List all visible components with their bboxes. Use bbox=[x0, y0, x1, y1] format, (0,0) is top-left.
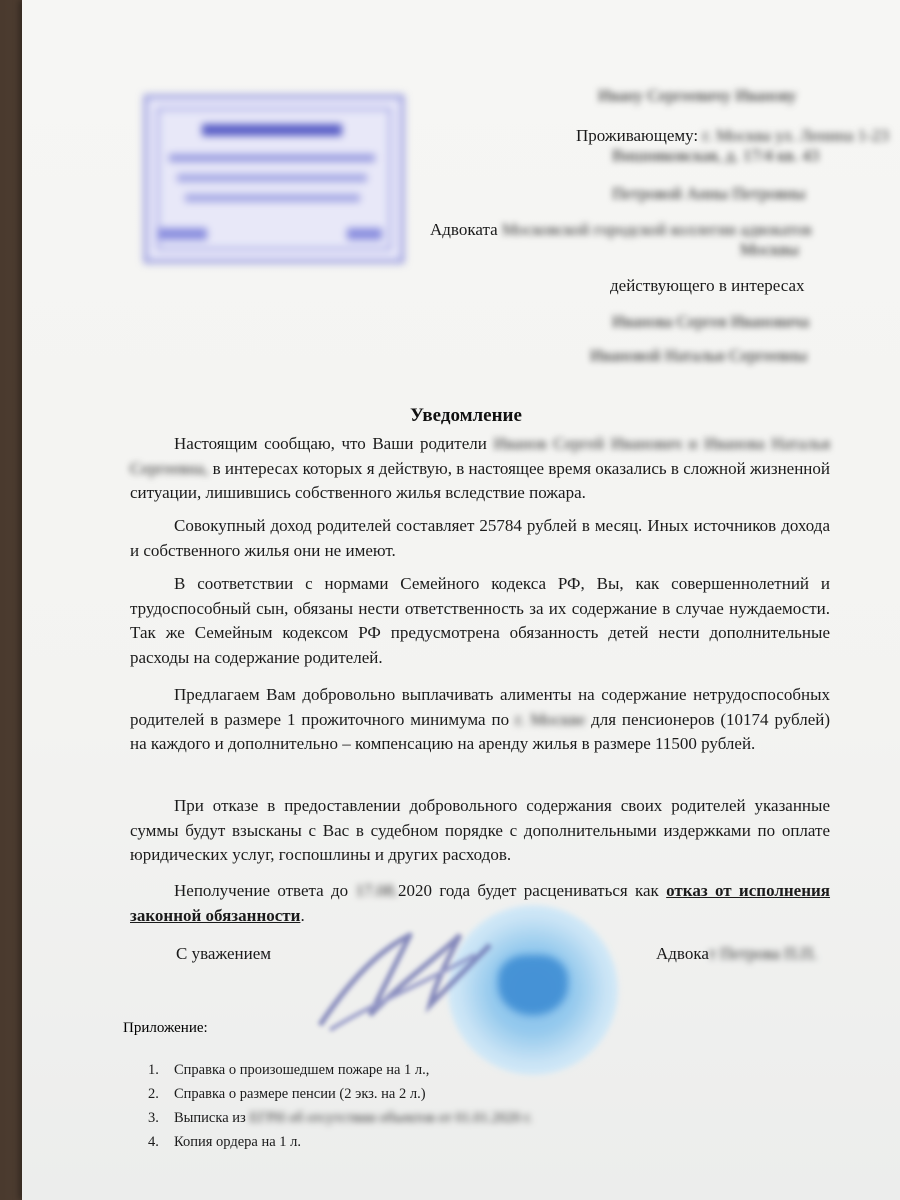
acting-label: действующего в интересах bbox=[610, 276, 805, 295]
address-line-2: Вишняковская, д. 17/4 кв. 43 bbox=[612, 146, 820, 165]
handwritten-signature bbox=[300, 905, 560, 1045]
residing-value: г. Москва ул. Ленина 1-23 bbox=[702, 126, 889, 145]
p6-middle: 2020 года будет расцениваться как bbox=[398, 881, 659, 900]
signer-prefix: Адвока bbox=[656, 944, 709, 963]
p1-end: в интересах которых я действую, в настоящее время оказались в сложной жизненной ситуации, лишившись собственного жилья вследствие пожара. bbox=[130, 458, 831, 502]
p1-parents-blurred: Иванов Сергей Иванович и Иванова Наталья Сергеевна, bbox=[130, 434, 831, 478]
p1-start: Настоящим сообщаю, что Ваши родители bbox=[174, 434, 487, 453]
attachments-label: Приложение: bbox=[123, 1020, 208, 1036]
parent-2-name: Ивановой Натальи Сергеевны bbox=[590, 346, 808, 365]
p6-date-blurred: 17.08. bbox=[355, 881, 399, 900]
corner-stamp bbox=[144, 95, 404, 263]
paragraph-3 bbox=[130, 572, 830, 670]
p5-text: При отказе в предоставлении добровольного содержания своих родителей указанные суммы будут взысканы с Вас в судебном порядке с дополнительными издержками по оплате юридических услуг, госпошлины и других расходов. bbox=[130, 796, 830, 864]
attachment-3-blurred: ЕГРН об отсутствии объектов от 01.01.2020 г. bbox=[249, 1110, 533, 1126]
advocate-prefix: Адвоката bbox=[430, 220, 498, 239]
parent-1-name: Иванова Сергея Ивановича bbox=[612, 312, 810, 331]
list-item: 4. Копия ордера на 1 л. bbox=[148, 1134, 302, 1150]
paragraph-5 bbox=[130, 794, 830, 868]
addressee-name: Ивану Сергеевичу Иванову bbox=[598, 86, 797, 105]
signer-name-blurred: т Петрова П.П. bbox=[708, 944, 818, 963]
advocate-tail: Москвы bbox=[740, 240, 799, 259]
p6-start: Неполучение ответа до bbox=[174, 881, 349, 900]
p4-end: для пенсионеров (10174 рублей) на каждого и дополнительно – компенсацию на аренду жилья в размере 11500 рублей. bbox=[130, 709, 831, 753]
regards-text: С уважением bbox=[176, 944, 272, 963]
p3-text: В соответствии с нормами Семейного кодекса РФ, Вы, как совершеннолетний и трудоспособный сын, обязаны нести ответственность за их содержание в случае нуждаемости. Так же Семейным кодексом РФ предусмотрена обязанность детей нести дополнительные расходы на содержание родителей. bbox=[130, 574, 830, 667]
paragraph-1 bbox=[130, 432, 830, 506]
list-item: 1. Справка о произошедшем пожаре на 1 л., bbox=[148, 1062, 430, 1078]
p6-end: . bbox=[300, 905, 305, 925]
residing-label: Проживающему: bbox=[576, 126, 699, 145]
p4-start: Предлагаем Вам добровольно выплачивать алименты на содержание нетрудоспособных родителей в размере 1 прожиточного минимума по bbox=[130, 685, 830, 729]
paragraph-2 bbox=[130, 514, 830, 563]
paragraph-4 bbox=[130, 683, 830, 757]
advocate-org: Московской городской коллегии адвокатов bbox=[501, 220, 812, 239]
signer-line bbox=[656, 942, 817, 966]
p6-underlined: отказ от исполнения законной обязанности bbox=[130, 881, 831, 925]
list-item: 2. Справка о размере пенсии (2 экз. на 2 л.) bbox=[148, 1086, 426, 1102]
sender-name: Петровой Анны Петровны bbox=[612, 184, 806, 203]
list-item: 3. Выписка из ЕГРН об отсутствии объектов от 01.01.2020 г. bbox=[148, 1110, 533, 1126]
attachments-list bbox=[148, 1058, 532, 1154]
document-title: Уведомление bbox=[410, 405, 522, 426]
p2-text: Совокупный доход родителей составляет 25784 рублей в месяц. Иных источников дохода и собственного жилья они не имеют. bbox=[130, 516, 830, 560]
p4-region-blurred: г. Москве bbox=[515, 709, 586, 729]
